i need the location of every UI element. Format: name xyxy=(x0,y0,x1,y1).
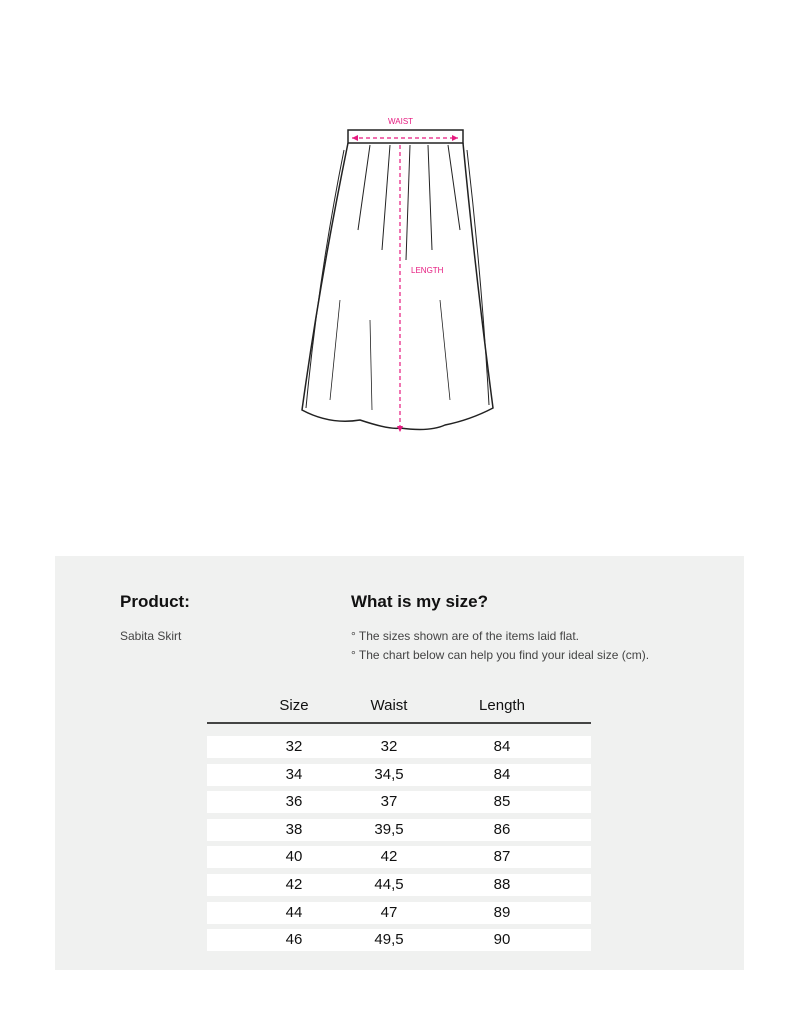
size-cell: 32 xyxy=(285,738,303,755)
waist-cell: 49,5 xyxy=(374,931,404,949)
length-cell: 86 xyxy=(493,820,511,838)
size-heading: What is my size? xyxy=(351,592,488,611)
table-row xyxy=(207,819,591,841)
length-cell: 88 xyxy=(493,876,511,893)
size-note: ° The chart below can help you find your ideal size (cm). xyxy=(351,648,650,662)
product-heading: Product: xyxy=(120,592,190,611)
size-cell: 44 xyxy=(285,903,303,921)
header-size: Size xyxy=(279,697,309,714)
length-cell: 84 xyxy=(493,765,511,783)
length-cell: 89 xyxy=(493,903,511,921)
waist-cell: 39,5 xyxy=(374,820,404,838)
length-cell: 87 xyxy=(493,848,511,866)
header-divider xyxy=(207,722,591,724)
table-row xyxy=(207,846,591,868)
size-note: ° The sizes shown are of the items laid flat. xyxy=(351,629,580,643)
header-length: Length xyxy=(479,697,525,714)
table-row xyxy=(207,736,591,758)
waist-cell: 34,5 xyxy=(374,765,404,783)
skirt-illustration xyxy=(0,0,799,460)
table-row xyxy=(207,929,591,951)
size-cell: 42 xyxy=(285,876,303,893)
waist-label: WAIST xyxy=(388,117,414,126)
waist-cell: 44,5 xyxy=(374,876,404,893)
size-cell: 46 xyxy=(285,931,303,949)
length-cell: 90 xyxy=(493,931,511,949)
waist-cell: 37 xyxy=(380,793,398,811)
waist-cell: 42 xyxy=(380,848,398,866)
table-row xyxy=(207,874,591,896)
size-cell: 40 xyxy=(285,848,303,866)
size-cell: 36 xyxy=(285,793,303,811)
length-cell: 85 xyxy=(493,793,511,811)
table-row xyxy=(207,764,591,786)
table-row xyxy=(207,791,591,813)
length-cell: 84 xyxy=(493,738,511,755)
waist-cell: 32 xyxy=(380,738,398,755)
waist-cell: 47 xyxy=(380,903,398,921)
header-waist: Waist xyxy=(370,697,408,714)
size-cell: 34 xyxy=(285,765,303,783)
product-name: Sabita Skirt xyxy=(120,629,182,643)
length-label: LENGTH xyxy=(411,266,444,275)
table-row xyxy=(207,902,591,924)
size-cell: 38 xyxy=(285,820,303,838)
